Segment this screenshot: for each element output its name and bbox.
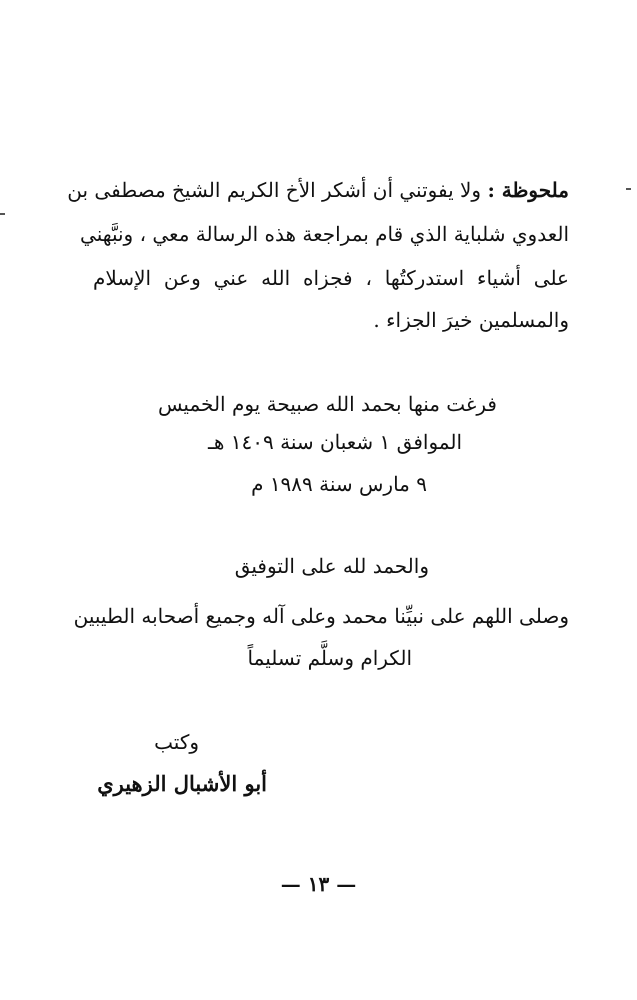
- completion-line-3: ٩ مارس سنة ١٩٨٩ م: [251, 472, 427, 496]
- completion-line-1: فرغت منها بحمد الله صبيحة يوم الخميس: [157, 392, 497, 416]
- closing-prayer-line-1: وصلى اللهم على نبيِّنا محمد وعلى آله وجميع أصحابه الطيبين: [73, 604, 569, 628]
- completion-line-2: الموافق ١ شعبان سنة ١٤٠٩ هـ: [208, 430, 462, 454]
- note-line-4: والمسلمين خيرَ الجزاء .: [373, 308, 569, 332]
- left-margin-mark: [0, 213, 5, 215]
- note-label: ملحوظة :: [487, 178, 569, 202]
- closing-prayer-line-2: الكرام وسلَّم تسليماً: [247, 646, 412, 670]
- note-line-1-text: ولا يفوتني أن أشكر الأخ الكريم الشيخ مصطفى بن: [67, 178, 482, 202]
- note-line-2: العدوي شلباية الذي قام بمراجعة هذه الرسالة معي ، ونبَّهني: [80, 222, 569, 246]
- closing-praise: والحمد لله على التوفيق: [234, 554, 429, 578]
- signature-author: أبو الأشبال الزهيري: [97, 771, 267, 796]
- signature-wrote: وكتب: [154, 730, 199, 754]
- note-line-1: [67, 176, 569, 204]
- page-number: — ١٣ —: [280, 872, 357, 896]
- right-margin-mark: [626, 188, 631, 190]
- note-line-3: على أشياء استدركتُها ، فجزاه الله عني وعن الإسلام: [93, 266, 569, 290]
